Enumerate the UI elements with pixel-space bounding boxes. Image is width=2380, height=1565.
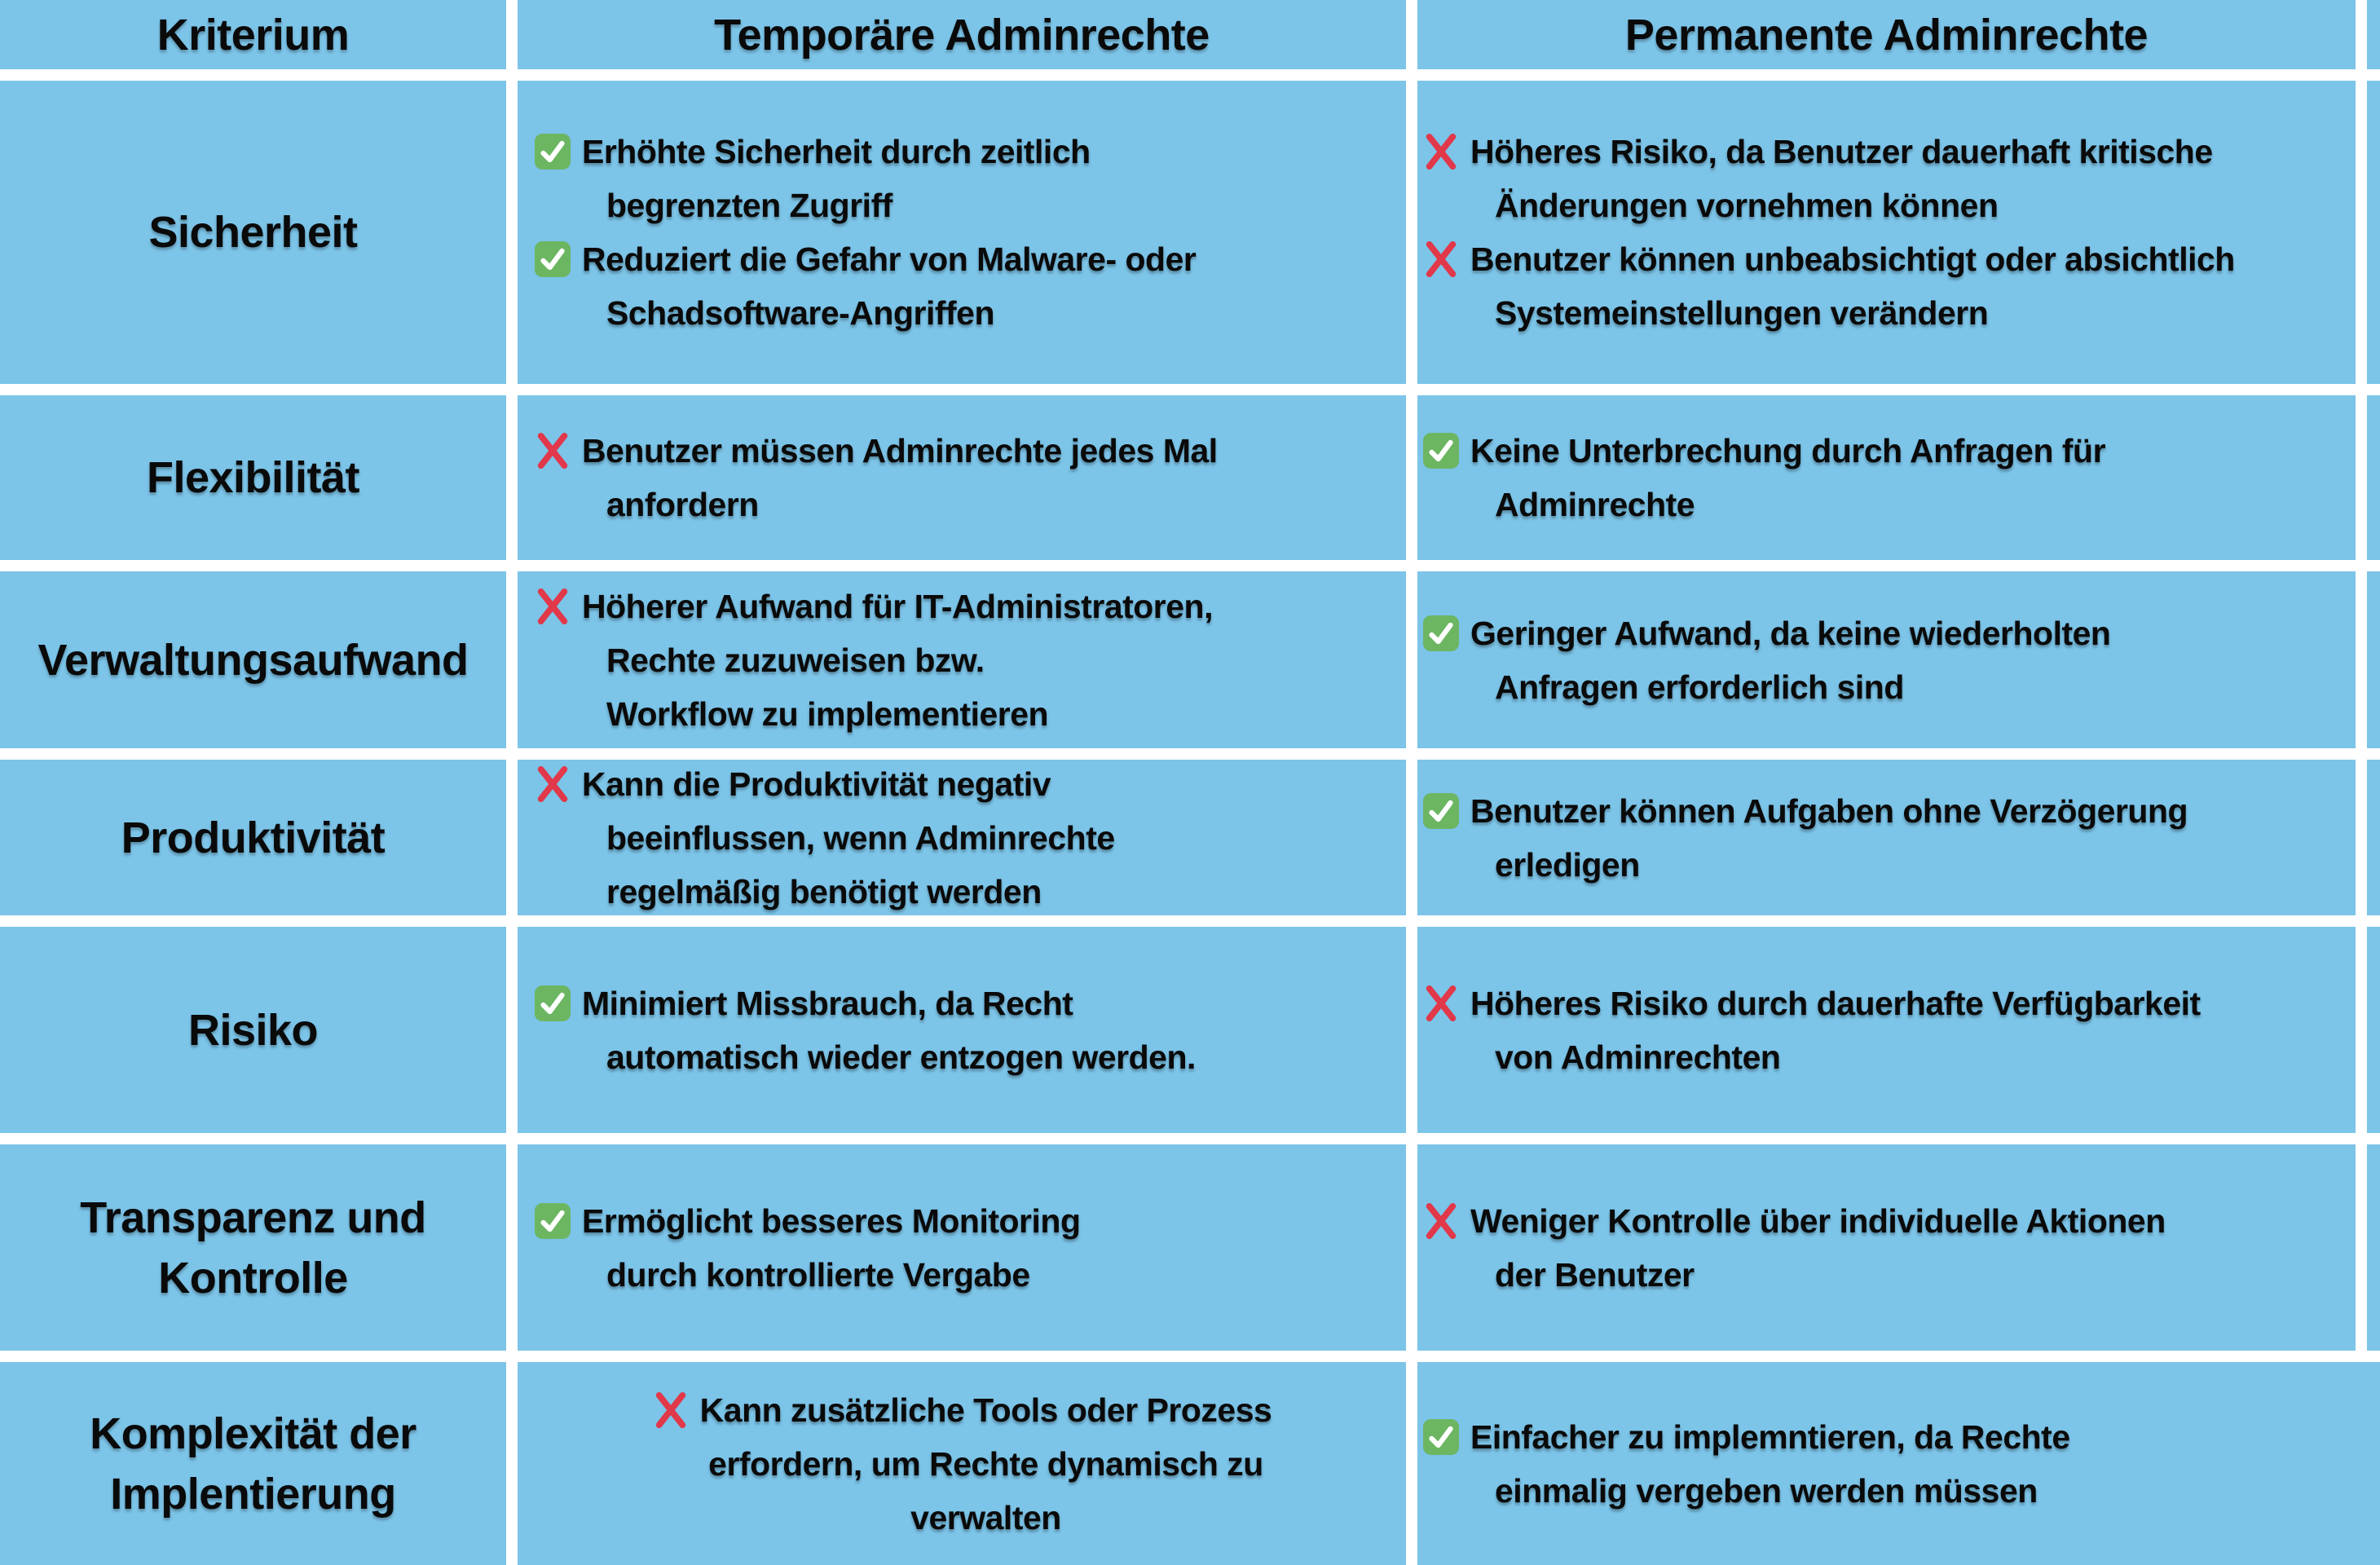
list-item [534, 580, 1406, 741]
list-item [534, 125, 1406, 232]
permanent-cell [1417, 1144, 2380, 1351]
check-icon [534, 1202, 571, 1240]
list-item [1422, 606, 2344, 714]
criterion-label: Implentierung [110, 1469, 396, 1519]
text-line: begrenzten Zugriff [606, 187, 892, 224]
text-line: Kann die Produktivität negativ [582, 765, 1051, 803]
check-icon [534, 240, 571, 278]
criterion-cell [0, 571, 506, 748]
text-line: der Benutzer [1495, 1255, 1695, 1294]
item-text [1470, 976, 2201, 1084]
text-line: Einfacher zu implemntieren, da Rechte [1470, 1417, 2070, 1456]
text-line: automatisch wieder entzogen werden. [606, 1038, 1196, 1076]
text-line: Benutzer können Aufgaben ohne Verzögerung [1470, 791, 2188, 830]
text-line: Rechte zuzuweisen bzw. [606, 641, 985, 679]
item-text [1470, 1194, 2166, 1302]
temporary-cell [518, 395, 1406, 560]
text-line: durch kontrollierte Vergabe [606, 1255, 1030, 1294]
list-item [1422, 424, 2344, 531]
list-item [1422, 784, 2344, 892]
text-line: Systemeinstellungen verändern [1495, 294, 1989, 332]
text-line: verwalten [910, 1498, 1061, 1536]
header-cell-permanente-adminrechte: Permanente Adminrechte [1417, 0, 2380, 69]
list-item [1422, 1410, 2344, 1518]
text-line: anfordern [606, 486, 759, 523]
item-text [582, 424, 1218, 531]
criterion-label: Transparenz und [80, 1192, 426, 1242]
criterion-label: Komplexität der [90, 1408, 416, 1458]
list-item [534, 1194, 1406, 1302]
list-item [534, 760, 1406, 915]
cross-icon [1422, 133, 1460, 170]
permanent-cell [1417, 760, 2380, 915]
check-icon [1422, 615, 1460, 652]
check-icon [1422, 432, 1460, 470]
text-line: Schadsoftware-Angriffen [606, 294, 994, 332]
criterion-cell [0, 1362, 506, 1565]
text-line: Weniger Kontrolle über individuelle Aktionen [1470, 1201, 2166, 1240]
criterion-label: Flexibilität [146, 453, 360, 502]
text-line: Workflow zu implementieren [606, 694, 1049, 733]
header-cell-kriterium: Kriterium [0, 0, 506, 69]
text-line: einmalig vergeben werden müssen [1495, 1471, 2038, 1510]
header-cell-temporaere-adminrechte: Temporäre Adminrechte [518, 0, 1406, 69]
cross-icon [1422, 985, 1460, 1022]
text-line: Höherer Aufwand für IT-Administratoren, [582, 587, 1213, 625]
text-line: beeinflussen, wenn Adminrechte [606, 818, 1115, 857]
item-text [582, 232, 1196, 340]
criterion-label: Sicherheit [148, 208, 358, 257]
text-line: Höheres Risiko, da Benutzer dauerhaft kritische [1470, 133, 2213, 170]
list-item [1422, 125, 2344, 232]
item-text [1470, 232, 2235, 340]
item-text [1470, 125, 2213, 232]
list-item [534, 976, 1406, 1084]
text-line: erledigen [1495, 845, 1640, 884]
cross-icon [534, 765, 571, 803]
cross-icon [1422, 1202, 1460, 1240]
cross-icon [652, 1391, 690, 1429]
item-text [582, 976, 1196, 1084]
criterion-cell [0, 395, 506, 560]
permanent-cell [1417, 927, 2380, 1133]
item-text [582, 760, 1115, 915]
text-line: Änderungen vornehmen können [1495, 187, 1999, 224]
list-item [534, 232, 1406, 340]
text-line: erfordern, um Rechte dynamisch zu [708, 1444, 1263, 1483]
permanent-cell [1417, 395, 2380, 560]
item-text [582, 1194, 1081, 1302]
check-icon [1422, 1418, 1460, 1456]
cross-icon [534, 588, 571, 625]
temporary-cell [518, 1362, 1406, 1565]
item-text [700, 1383, 1272, 1545]
cross-icon [1422, 240, 1460, 278]
text-line: Benutzer können unbeabsichtigt oder absichtlich [1470, 240, 2235, 278]
text-line: Höheres Risiko durch dauerhafte Verfügbarkeit [1470, 984, 2201, 1022]
permanent-cell [1417, 81, 2380, 384]
check-icon [1422, 792, 1460, 830]
list-item [534, 424, 1406, 531]
text-line: Kann zusätzliche Tools oder Prozess [699, 1391, 1272, 1429]
criterion-label: Risiko [187, 1005, 319, 1055]
criterion-label: Kontrolle [158, 1253, 348, 1303]
temporary-cell [518, 760, 1406, 915]
temporary-cell [518, 927, 1406, 1133]
permanent-cell [1417, 571, 2380, 748]
text-line: Minimiert Missbrauch, da Recht [582, 984, 1073, 1022]
criterion-cell [0, 927, 506, 1133]
item-text [582, 580, 1213, 741]
check-icon [534, 985, 571, 1022]
criterion-cell [0, 1144, 506, 1351]
list-item [1422, 232, 2344, 340]
list-item [1422, 1194, 2344, 1302]
item-text [1470, 784, 2188, 892]
item-text [1470, 606, 2110, 714]
text-line: Adminrechte [1495, 486, 1695, 523]
check-icon [534, 133, 571, 170]
text-line: Anfragen erforderlich sind [1495, 668, 1904, 706]
text-line: Erhöhte Sicherheit durch zeitlich [582, 133, 1091, 170]
text-line: von Adminrechten [1495, 1038, 1781, 1076]
text-line: Ermöglicht besseres Monitoring [582, 1201, 1081, 1240]
text-line: Benutzer müssen Adminrechte jedes Mal [582, 432, 1218, 470]
text-line: Reduziert die Gefahr von Malware- oder [582, 240, 1197, 278]
item-text [1470, 1410, 2070, 1518]
item-text [582, 125, 1091, 232]
cross-icon [534, 432, 571, 470]
list-item [652, 1383, 1272, 1545]
permanent-cell [1417, 1362, 2380, 1565]
criterion-cell [0, 81, 506, 384]
text-line: regelmäßig benötigt werden [606, 872, 1042, 910]
text-line: Keine Unterbrechung durch Anfragen für [1470, 432, 2106, 470]
list-item [1422, 976, 2344, 1084]
temporary-cell [518, 571, 1406, 748]
item-text [1470, 424, 2105, 531]
text-line: Geringer Aufwand, da keine wiederholten [1470, 614, 2111, 652]
criterion-label: Verwaltungsaufwand [37, 635, 469, 685]
temporary-cell [518, 1144, 1406, 1351]
criterion-cell [0, 760, 506, 915]
temporary-cell [518, 81, 1406, 384]
criterion-label: Produktivität [121, 813, 386, 862]
